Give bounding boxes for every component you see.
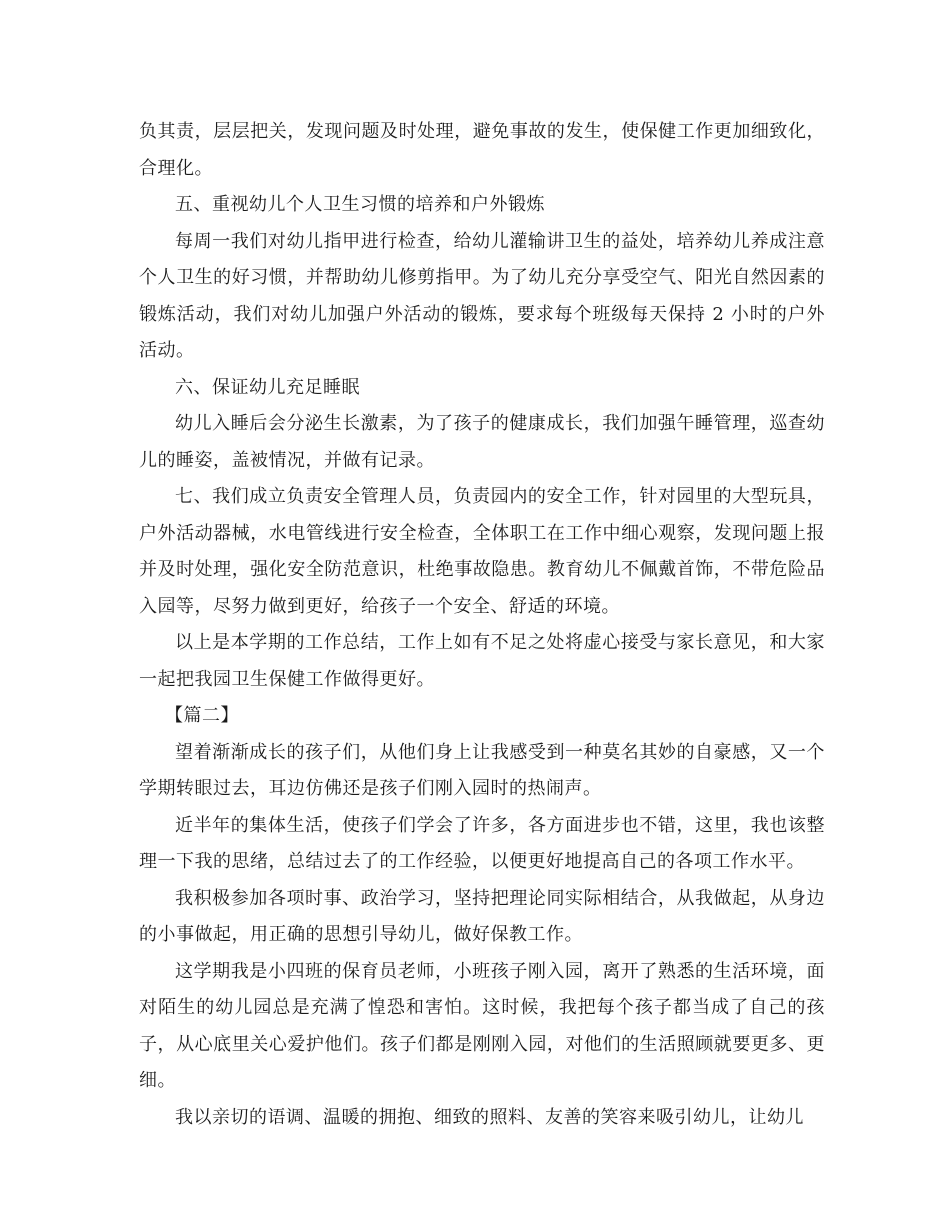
paragraph-intro: 望着渐渐成长的孩子们，从他们身上让我感受到一种莫名其妙的自豪感，又一个学期转眼过去，耳边仿佛还是孩子们刚入园时的热闹声。	[139, 741, 825, 799]
document-body	[139, 114, 825, 1136]
paragraph-affection: 我以亲切的语调、温暖的拥抱、细致的照料、友善的笑容来吸引幼儿，让幼儿	[175, 1106, 804, 1128]
paragraph-safety: 七、我们成立负责安全管理人员，负责园内的安全工作，针对园里的大型玩具，户外活动器械，水电管线进行安全检查，全体职工在工作中细心观察，发现问题上报并及时处理，强化安全防范意识，杜绝事故隐患。教育幼儿不佩戴首饰，不带危险品入园等，尽努力做到更好，给孩子一个安全、舒适的环境。	[139, 486, 825, 617]
paragraph-continuation: 负其责，层层把关，发现问题及时处理，避免事故的发生，使保健工作更加细致化，合理化。	[139, 121, 825, 179]
part-two-heading: 【篇二】	[165, 705, 239, 726]
paragraph-caregiver: 这学期我是小四班的保育员老师，小班孩子刚入园，离开了熟悉的生活环境，面对陌生的幼儿园总是充满了惶恐和害怕。这时候，我把每个孩子都当成了自己的孩子，从心底里关心爱护他们。孩子们都是刚刚入园，对他们的生活照顾就要更多、更细。	[139, 960, 825, 1091]
paragraph-summary: 以上是本学期的工作总结，工作上如有不足之处将虚心接受与家长意见，和大家一起把我园卫生保健工作做得更好。	[139, 632, 825, 690]
paragraph-study: 我积极参加各项时事、政治学习，坚持把理论同实际相结合，从我做起，从身边的小事做起，用正确的思想引导幼儿，做好保教工作。	[139, 887, 825, 945]
paragraph-collective-life: 近半年的集体生活，使孩子们学会了许多，各方面进步也不错，这里，我也该整理一下我的思绪，总结过去了的工作经验，以便更好地提高自己的各项工作水平。	[139, 814, 825, 872]
paragraph-sleep: 幼儿入睡后会分泌生长激素，为了孩子的健康成长，我们加强午睡管理，巡查幼儿的睡姿，盖被情况，并做有记录。	[139, 413, 825, 471]
section-heading-6: 六、保证幼儿充足睡眠	[175, 376, 360, 398]
paragraph-hygiene: 每周一我们对幼儿指甲进行检查，给幼儿灌输讲卫生的益处，培养幼儿养成注意个人卫生的好习惯，并帮助幼儿修剪指甲。为了幼儿充分享受空气、阳光自然因素的锻炼活动，我们对幼儿加强户外活动的锻炼，要求每个班级每天保持 2 小时的户外活动。	[139, 230, 825, 361]
section-heading-5: 五、重视幼儿个人卫生习惯的培养和户外锻炼	[175, 194, 545, 215]
